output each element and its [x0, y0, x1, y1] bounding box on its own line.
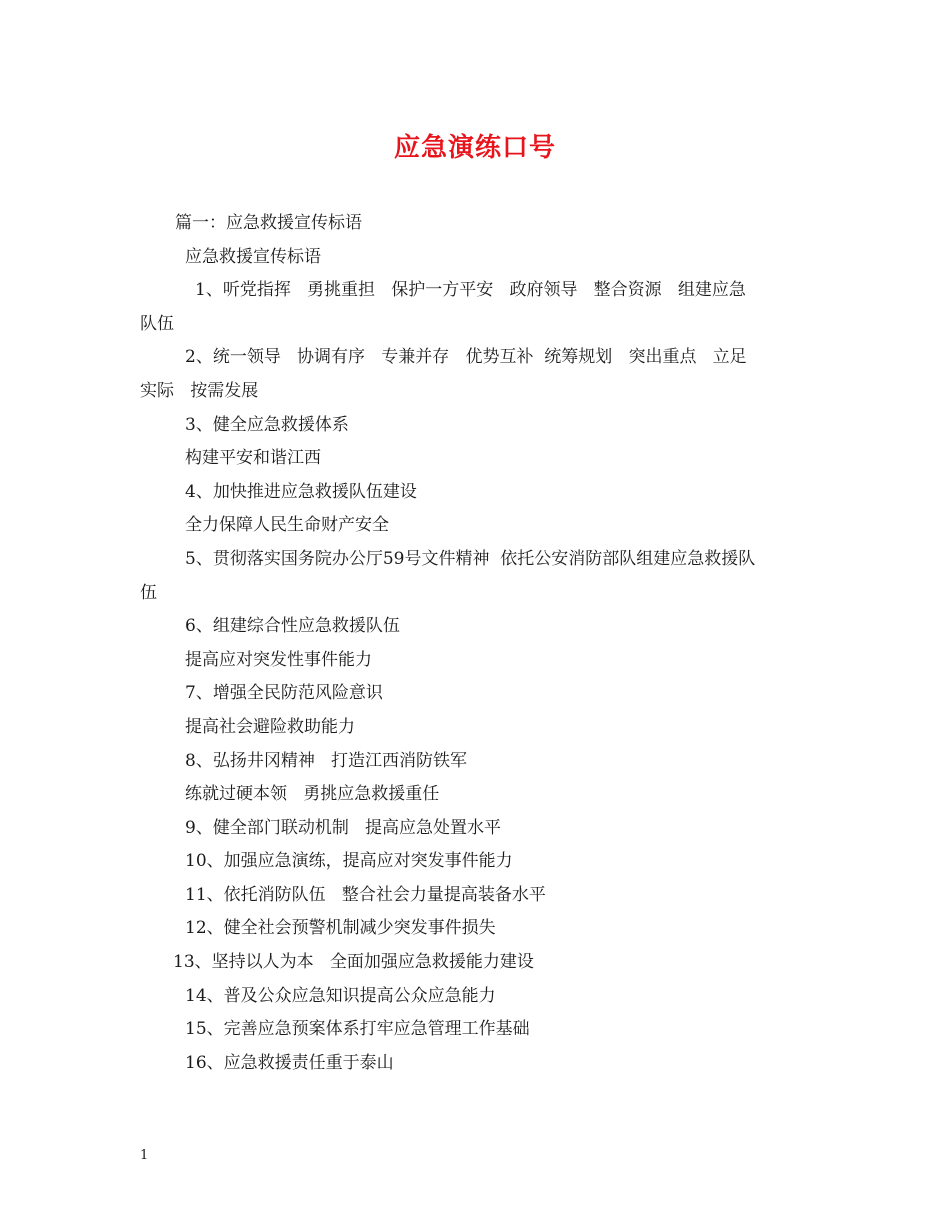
slogan-line: 2、统一领导 协调有序 专兼并存 优势互补 统筹规划 突出重点 立足	[185, 347, 747, 368]
slogan-line: 1、听党指挥 勇挑重担 保护一方平安 政府领导 整合资源 组建应急	[195, 280, 746, 301]
slogan-line: 14、普及公众应急知识提高公众应急能力	[185, 985, 496, 1006]
slogan-line: 9、健全部门联动机制 提高应急处置水平	[185, 817, 502, 838]
slogan-line: 12、健全社会预警机制减少突发事件损失	[185, 918, 496, 939]
slogan-line: 提高社会避险救助能力	[185, 716, 355, 737]
slogan-line: 8、弘扬井冈精神 打造江西消防铁军	[185, 750, 468, 771]
section-heading: 篇一：应急救援宣传标语	[175, 213, 362, 233]
slogan-line: 3、健全应急救援体系	[185, 414, 349, 435]
slogan-line: 提高应对突发性事件能力	[185, 649, 372, 670]
slogan-line: 7、增强全民防范风险意识	[185, 683, 383, 704]
slogan-line: 13、坚持以人为本 全面加强应急救援能力建设	[173, 952, 534, 973]
document-title: 应急演练口号	[393, 133, 556, 163]
slogan-line: 6、组建综合性应急救援队伍	[185, 616, 400, 637]
document-body	[140, 207, 820, 1080]
slogan-line: 构建平安和谐江西	[185, 448, 321, 469]
slogan-line-continued: 实际 按需发展	[140, 380, 259, 401]
slogan-line: 11、依托消防队伍 整合社会力量提高装备水平	[185, 884, 546, 905]
slogan-line-continued: 伍	[140, 582, 157, 603]
slogan-line: 全力保障人民生命财产安全	[185, 515, 389, 536]
slogan-line: 16、应急救援责任重于泰山	[185, 1052, 394, 1073]
slogan-line: 10、加强应急演练，提高应对突发事件能力	[185, 851, 513, 872]
slogan-line-continued: 队伍	[140, 313, 174, 334]
slogan-line: 5、贯彻落实国务院办公厅59号文件精神 依托公安消防部队组建应急救援队	[185, 548, 756, 569]
page-number: 1	[140, 1148, 149, 1163]
subheading: 应急救援宣传标语	[185, 246, 321, 267]
slogan-line: 15、完善应急预案体系打牢应急管理工作基础	[185, 1019, 530, 1040]
slogan-line: 4、加快推进应急救援队伍建设	[185, 481, 417, 502]
slogan-line: 练就过硬本领 勇挑应急救援重任	[185, 784, 440, 805]
